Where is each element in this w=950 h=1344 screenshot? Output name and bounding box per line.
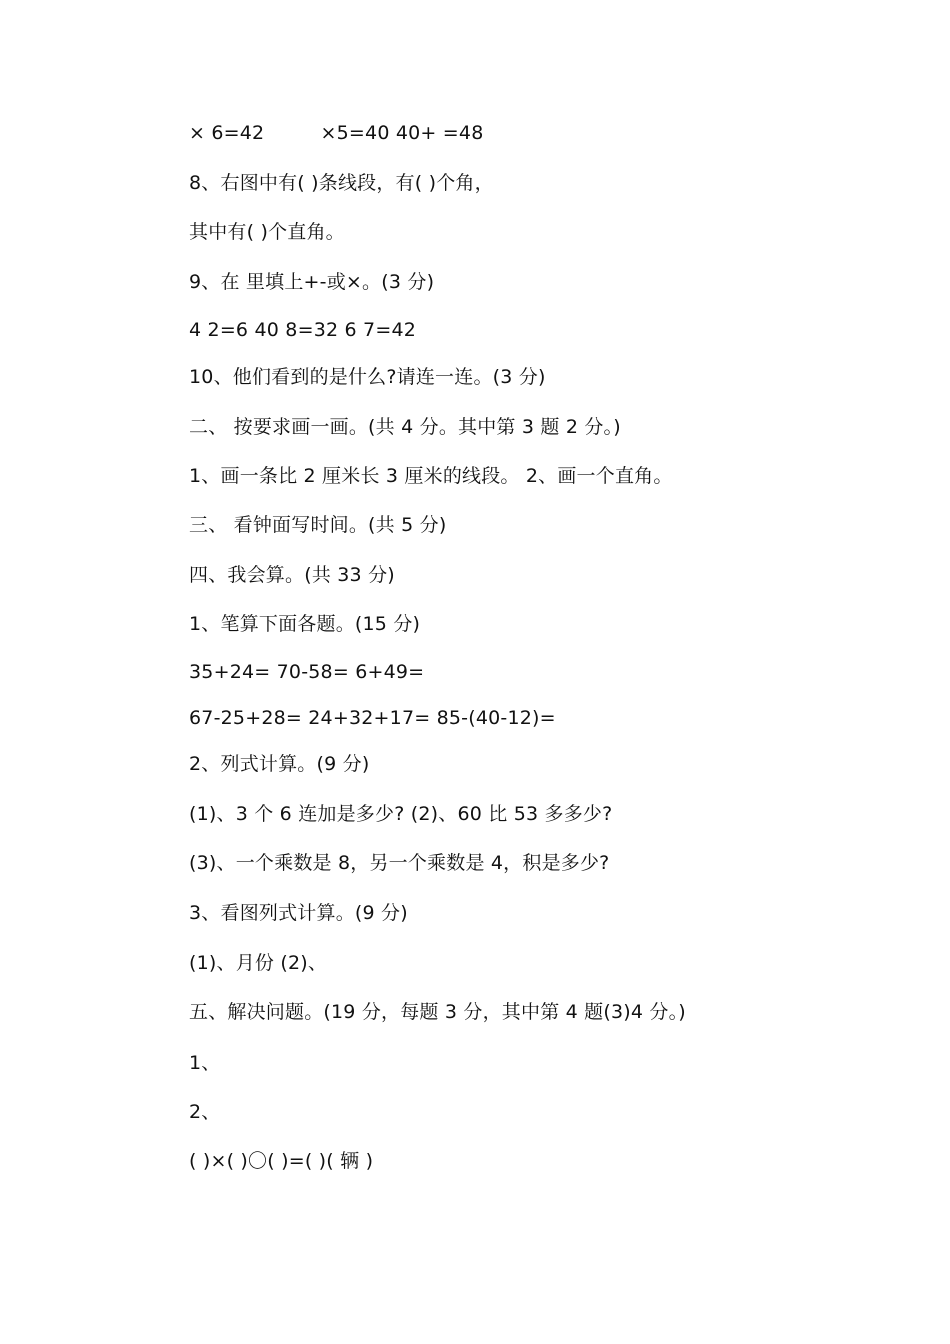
question-9: 9、在 里填上+-或×。(3 分) [189, 271, 435, 293]
question-8-line-2: 其中有( )个直角。 [189, 221, 345, 243]
section-2-items: 1、画一条比 2 厘米长 3 厘米的线段。 2、画一个直角。 [189, 465, 673, 487]
section-5-item-2: 2、 [189, 1101, 221, 1123]
text-line-1: × 6=42 ×5=40 40+ =48 [189, 122, 484, 144]
calc-row-2: 67-25+28= 24+32+17= 85-(40-12)= [189, 707, 556, 729]
section-4-part-3: 3、看图列式计算。(9 分) [189, 902, 408, 924]
part-3-items: (1)、月份 (2)、 [189, 952, 328, 974]
section-4-heading: 四、我会算。(共 33 分) [189, 564, 395, 586]
section-3-heading: 三、 看钟面写时间。(共 5 分) [189, 514, 447, 536]
section-5-heading: 五、解决问题。(19 分，每题 3 分，其中第 4 题(3)4 分。) [189, 1001, 686, 1023]
part-2-questions-a: (1)、3 个 6 连加是多少? (2)、60 比 53 多多少? [189, 803, 613, 825]
question-9-expressions: 4 2=6 40 8=32 6 7=42 [189, 319, 417, 341]
section-5-item-1: 1、 [189, 1052, 221, 1074]
calc-row-1: 35+24= 70-58= 6+49= [189, 661, 425, 683]
question-10: 10、他们看到的是什么?请连一连。(3 分) [189, 366, 546, 388]
part-2-questions-b: (3)、一个乘数是 8，另一个乘数是 4，积是多少? [189, 852, 610, 874]
section-4-part-1: 1、笔算下面各题。(15 分) [189, 613, 421, 635]
question-8-line-1: 8、右图中有( )条线段，有( )个角， [189, 172, 494, 194]
section-4-part-2: 2、列式计算。(9 分) [189, 753, 370, 775]
section-2-heading: 二、 按要求画一画。(共 4 分。其中第 3 题 2 分。) [189, 416, 621, 438]
section-5-formula: ( )×( )〇( )=( )( 辆 ) [189, 1150, 374, 1172]
